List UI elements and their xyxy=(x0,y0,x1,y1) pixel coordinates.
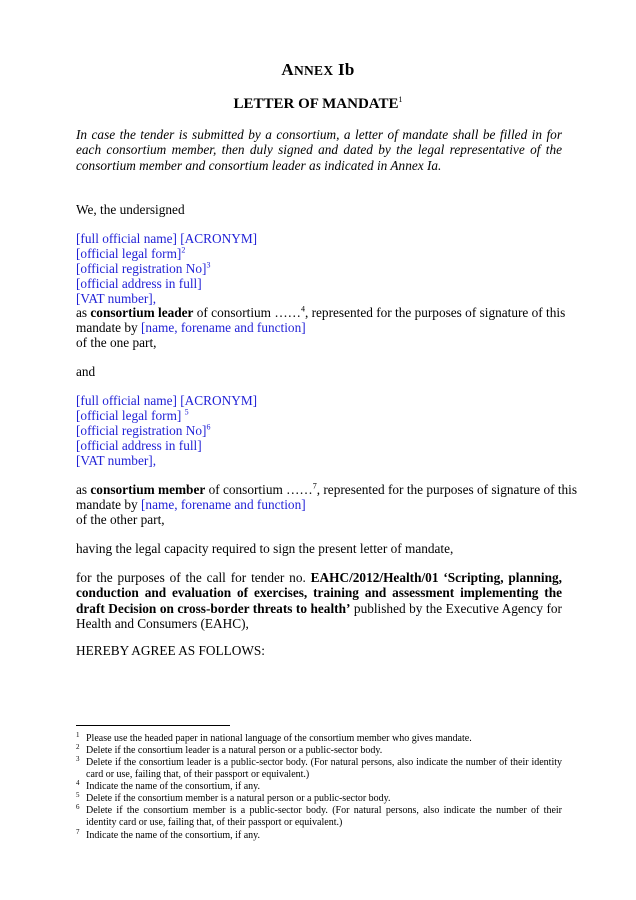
leader-address-field: [official address in full] xyxy=(76,276,202,291)
member-represented: , represented for the purposes of signature of this xyxy=(316,482,578,497)
leader-legal-form-text: [official legal form] xyxy=(76,246,182,261)
footnote-5-num: 5 xyxy=(76,791,80,799)
footnote-4-text: Indicate the name of the consortium, if any. xyxy=(86,781,261,792)
footnote-ref-2: 2 xyxy=(181,245,186,255)
leader-of-consortium: of consortium …… xyxy=(193,305,301,320)
member-role: consortium member xyxy=(90,482,206,497)
footnote-ref-7: 7 xyxy=(312,481,317,491)
leader-mandate-line xyxy=(76,320,306,335)
member-role-line xyxy=(76,482,577,497)
agree-heading: HEREBY AGREE AS FOLLOWS: xyxy=(76,643,265,658)
member-signatory-field: [name, forename and function] xyxy=(141,497,306,512)
leader-role-line xyxy=(76,305,565,320)
footnote-1-text: Please use the headed paper in national language of the consortium member who gives mandate. xyxy=(86,733,472,744)
footnote-ref-4: 4 xyxy=(300,304,305,314)
member-address-field: [official address in full] xyxy=(76,438,202,453)
footnote-2 xyxy=(76,745,562,757)
footnote-1-num: 1 xyxy=(76,731,80,739)
footnote-3-text: Delete if the consortium leader is a public-sector body. (For natural persons, also indicate the number of their identity card or use, failing that, of their passport or equivalent.) xyxy=(86,757,562,780)
undersigned-line: We, the undersigned xyxy=(76,202,185,217)
member-name-field: [full official name] [ACRONYM] xyxy=(76,393,258,408)
footnote-2-num: 2 xyxy=(76,743,80,751)
purposes-call: EAHC/2012/Health/01 ‘Scripting, planning, conduction and evaluation of exercises, training and assessment implementing the draft Decision on cross-border threats to health’ xyxy=(76,570,562,616)
footnote-5-text: Delete if the consortium member is a natural person or a public-sector body. xyxy=(86,793,391,804)
footnote-7 xyxy=(76,830,562,842)
leader-signatory-field: [name, forename and function] xyxy=(141,320,306,335)
leader-registration-text: [official registration No] xyxy=(76,261,207,276)
intro-instructions: In case the tender is submitted by a consortium, a letter of mandate shall be filled in for each consortium member, then duly signed and dated by the legal representative of the consortium member and consortium leader as indicated in Annex Ia. xyxy=(76,127,562,173)
leader-legal-form-field xyxy=(76,246,185,261)
member-part-line: of the other part, xyxy=(76,512,165,527)
footnote-2-text: Delete if the consortium leader is a natural person or a public-sector body. xyxy=(86,745,383,756)
footnote-ref-6: 6 xyxy=(206,422,211,432)
footnote-3 xyxy=(76,757,562,780)
footnote-7-text: Indicate the name of the consortium, if any. xyxy=(86,830,261,841)
leader-mandate-by: mandate by xyxy=(76,320,141,335)
footnote-6 xyxy=(76,805,562,828)
footnote-3-num: 3 xyxy=(76,755,80,763)
letter-title-text: LETTER OF MANDATE xyxy=(233,96,399,112)
footnote-7-num: 7 xyxy=(76,828,80,836)
and-line: and xyxy=(76,364,96,379)
annex-title-rest: NNEX xyxy=(293,63,334,78)
purposes-paragraph xyxy=(76,570,562,631)
leader-represented: , represented for the purposes of signature of this xyxy=(304,305,566,320)
footnote-4 xyxy=(76,781,562,793)
member-mandate-line xyxy=(76,497,306,512)
footnote-1 xyxy=(76,733,562,745)
capacity-line: having the legal capacity required to sign the present letter of mandate, xyxy=(76,541,454,556)
member-as: as xyxy=(76,482,91,497)
member-registration-text: [official registration No] xyxy=(76,423,207,438)
letter-title xyxy=(0,96,636,113)
purposes-tail: published by the Executive Agency for Health and Consumers (EAHC), xyxy=(76,600,562,631)
member-legal-form-text: [official legal form] xyxy=(76,408,185,423)
footnote-ref-1: 1 xyxy=(398,95,403,104)
leader-vat-field: [VAT number], xyxy=(76,291,157,306)
purposes-lead: for the purposes of the call for tender no. xyxy=(76,570,311,585)
leader-role: consortium leader xyxy=(90,305,194,320)
annex-title xyxy=(0,60,636,80)
annex-title-letter: A xyxy=(281,60,294,79)
member-mandate-by: mandate by xyxy=(76,497,141,512)
member-legal-form-field xyxy=(76,408,189,423)
member-registration-field xyxy=(76,423,210,438)
footnote-6-text: Delete if the consortium member is a public-sector body. (For natural persons, also indicate the number of their identity card or use, failing that, of their passport or equivalent.) xyxy=(86,805,562,828)
leader-part-line: of the one part, xyxy=(76,335,157,350)
footnote-5 xyxy=(76,793,562,805)
footnote-ref-3: 3 xyxy=(206,260,211,270)
leader-registration-field xyxy=(76,261,210,276)
member-vat-field: [VAT number], xyxy=(76,453,157,468)
footnote-4-num: 4 xyxy=(76,779,80,787)
leader-as: as xyxy=(76,305,91,320)
footnote-separator xyxy=(76,725,230,726)
footnote-ref-5: 5 xyxy=(184,407,189,417)
member-of-consortium: of consortium …… xyxy=(205,482,313,497)
leader-name-field: [full official name] [ACRONYM] xyxy=(76,231,258,246)
footnote-6-num: 6 xyxy=(76,803,80,811)
annex-title-id: Ib xyxy=(337,60,355,79)
